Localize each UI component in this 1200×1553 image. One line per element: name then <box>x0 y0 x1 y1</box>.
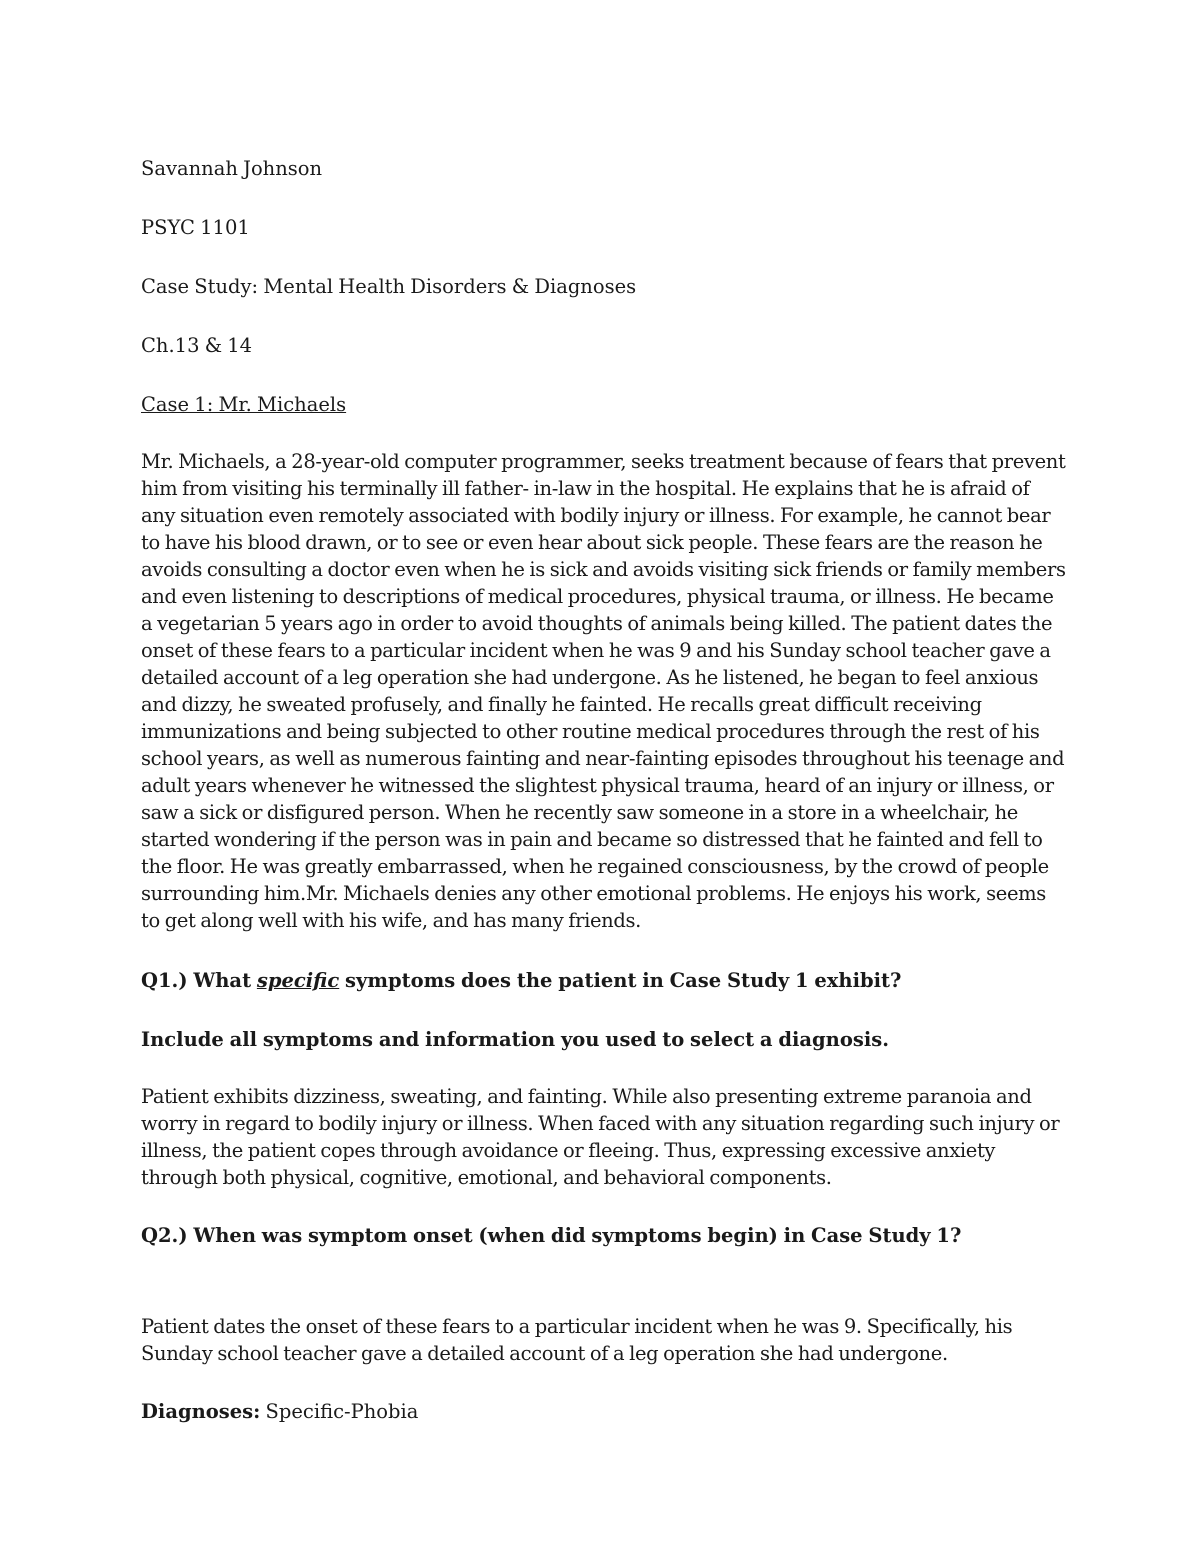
case-narrative: Mr. Michaels, a 28-year-old computer programmer, seeks treatment because of fears that prevent him from visiting his terminally ill father- in-law in the hospital. He explains that he is afraid of any situation even remotely associated with bodily injury or illness. For example, he cannot bear to have his blood drawn, or to see or even hear about sick people. These fears are the reason he avoids consulting a doctor even when he is sick and avoids visiting sick friends or family members and even listening to descriptions of medical procedures, physical trauma, or illness. He became a vegetarian 5 years ago in order to avoid thoughts of animals being killed. The patient dates the onset of these fears to a particular incident when he was 9 and his Sunday school teacher gave a detailed account of a leg operation she had undergone. As he listened, he began to feel anxious and dizzy, he sweated profusely, and finally he fainted. He recalls great difficult receiving immunizations and being subjected to other routine medical procedures through the rest of his school years, as well as numerous fainting and near-fainting episodes throughout his teenage and adult years whenever he witnessed the slightest physical trauma, heard of an injury or illness, or saw a sick or disfigured person. When he recently saw someone in a store in a wheelchair, he started wondering if the person was in pain and became so distressed that he fainted and fell to the floor. He was greatly embarrassed, when he regained consciousness, by the crowd of people surrounding him.Mr. Michaels denies any other emotional problems. He enjoys his work, seems to get along well with his wife, and has many friends. <box>141 450 1066 932</box>
document-page <box>141 153 1066 1425</box>
question-1-instruction: Include all symptoms and information you used to select a diagnosis. <box>141 1028 889 1051</box>
question-1 <box>141 967 1066 994</box>
diagnosis-value: Specific-Phobia <box>265 1400 419 1423</box>
question-1-suffix: symptoms does the patient in Case Study 1 exhibit? <box>339 969 902 992</box>
diagnosis-label: Diagnoses: <box>141 1400 261 1423</box>
question-1-prefix: Q1.) What <box>141 969 257 992</box>
chapters: Ch.13 & 14 <box>141 334 253 357</box>
answer-1: Patient exhibits dizziness, sweating, and fainting. While also presenting extreme paranoia and worry in regard to bodily injury or illness. When faced with any situation regarding such injury or illness, the patient copes through avoidance or fleeing. Thus, expressing excessive anxiety through both physical, cognitive, emotional, and behavioral components. <box>141 1085 1060 1189</box>
diagnosis <box>141 1398 1066 1425</box>
student-name: Savannah Johnson <box>141 157 323 180</box>
course-code: PSYC 1101 <box>141 216 250 239</box>
answer-2: Patient dates the onset of these fears to a particular incident when he was 9. Specifically, his Sunday school teacher gave a detailed account of a leg operation she had undergone. <box>141 1315 1013 1365</box>
case-heading: Case 1: Mr. Michaels <box>141 393 347 416</box>
question-1-emphasis: specific <box>256 969 340 992</box>
question-2: Q2.) When was symptom onset (when did symptoms begin) in Case Study 1? <box>141 1224 962 1247</box>
assignment-title: Case Study: Mental Health Disorders & Diagnoses <box>141 275 637 298</box>
